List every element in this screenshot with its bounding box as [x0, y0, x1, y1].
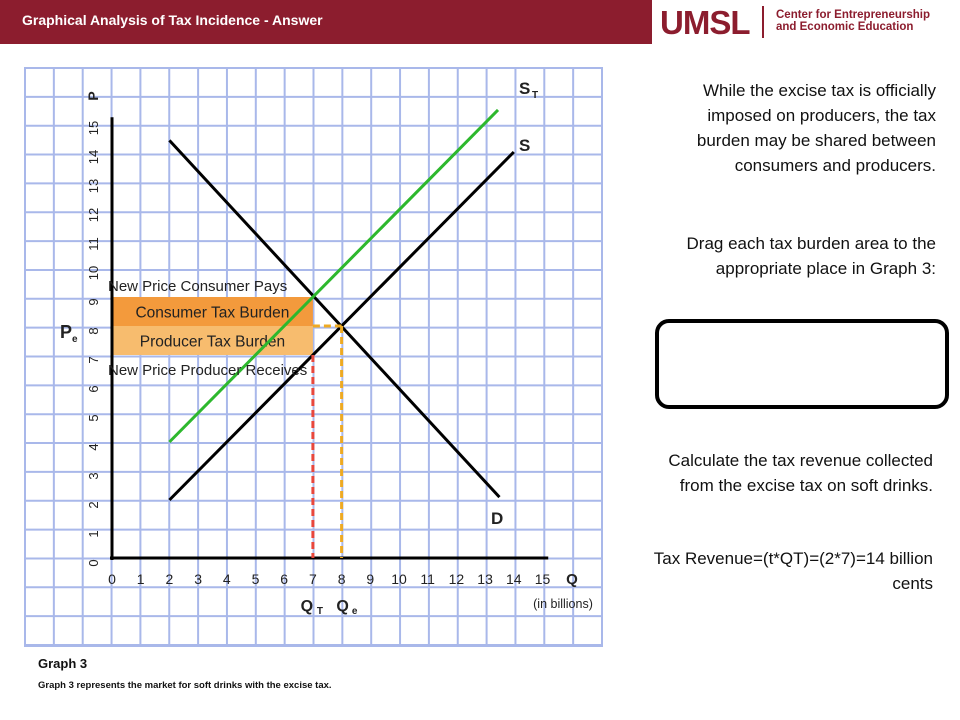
y-tick-label: 10 — [86, 265, 101, 281]
x-tick-label: 7 — [309, 571, 317, 587]
y-tick-label: 12 — [86, 207, 101, 223]
instruction-text-1: While the excise tax is officially imposed on producers, the tax burden may be shared between consumers and producers. — [696, 81, 936, 175]
y-axis-label: P — [85, 91, 101, 101]
x-tick-label: 1 — [136, 571, 145, 587]
qt-label-sub: T — [316, 606, 323, 617]
logo-wordmark: UMSL — [660, 4, 750, 41]
y-tick-label: 4 — [86, 443, 101, 451]
calc-question: Calculate the tax revenue collected from the excise tax on soft drinks. — [668, 451, 933, 495]
new-price-consumer-label: New Price Consumer Pays — [108, 278, 288, 295]
y-tick-label: 8 — [86, 327, 101, 335]
tax-supply-label: S — [519, 79, 531, 98]
pe-label-sub: e — [72, 334, 78, 345]
y-tick-label: 11 — [86, 237, 101, 251]
y-tick-label: 15 — [86, 120, 101, 136]
tax-supply-label-sub: T — [532, 90, 539, 101]
drop-target-box[interactable] — [655, 319, 949, 409]
x-axis-label: Q — [566, 571, 578, 588]
instruction-text-2: Drag each tax burden area to the appropriate place in Graph 3: — [686, 234, 936, 278]
x-tick-label: 15 — [534, 571, 551, 587]
x-tick-label: 10 — [391, 571, 407, 587]
x-tick-label: 9 — [366, 571, 375, 587]
x-tick-label: 12 — [448, 571, 465, 587]
y-tick-label: 7 — [86, 356, 101, 364]
y-tick-label: 14 — [86, 149, 101, 165]
y-tick-label: 3 — [86, 472, 101, 480]
graph-label: Graph 3 — [38, 656, 88, 671]
logo-subtitle-line2: and Economic Education — [776, 21, 914, 33]
y-tick-label: 13 — [86, 178, 101, 194]
x-tick-label: 2 — [165, 571, 174, 587]
graph-caption: Graph 3 represents the market for soft drinks with the excise tax. — [38, 680, 332, 691]
x-tick-label: 6 — [280, 571, 289, 587]
x-tick-label: 13 — [477, 571, 493, 587]
pe-label: P — [60, 322, 73, 342]
y-tick-label: 6 — [86, 385, 101, 393]
y-tick-label: 0 — [86, 559, 101, 567]
x-tick-label: 14 — [506, 571, 522, 587]
x-tick-label: 5 — [251, 571, 260, 587]
qt-label: Q — [300, 598, 314, 615]
calc-answer: Tax Revenue=(t*QT)=(2*7)=14 billion cents — [653, 549, 933, 593]
x-tick-label: 3 — [194, 571, 202, 587]
consumer-tax-burden-label: Consumer Tax Burden — [135, 304, 290, 322]
logo-subtitle-line1: Center for Entrepreneurship — [776, 9, 930, 21]
y-tick-label: 5 — [86, 414, 101, 422]
new-price-producer-label: New Price Producer Receives — [108, 362, 308, 379]
y-tick-label: 1 — [86, 530, 101, 538]
y-tick-label: 9 — [86, 298, 101, 306]
supply-label: S — [519, 136, 531, 155]
x-tick-label: 4 — [222, 571, 231, 587]
x-tick-label: 8 — [337, 571, 346, 587]
x-axis-note: (in billions) — [533, 597, 593, 611]
y-tick-label: 2 — [86, 501, 101, 509]
x-tick-label: 0 — [108, 571, 116, 587]
qe-label-sub: e — [351, 606, 358, 617]
qe-label: Q — [336, 598, 349, 615]
demand-label: D — [491, 509, 504, 528]
x-tick-label: 11 — [420, 571, 435, 587]
page-title: Graphical Analysis of Tax Incidence - Answer — [22, 12, 323, 28]
producer-tax-burden-label: Producer Tax Burden — [139, 333, 286, 351]
